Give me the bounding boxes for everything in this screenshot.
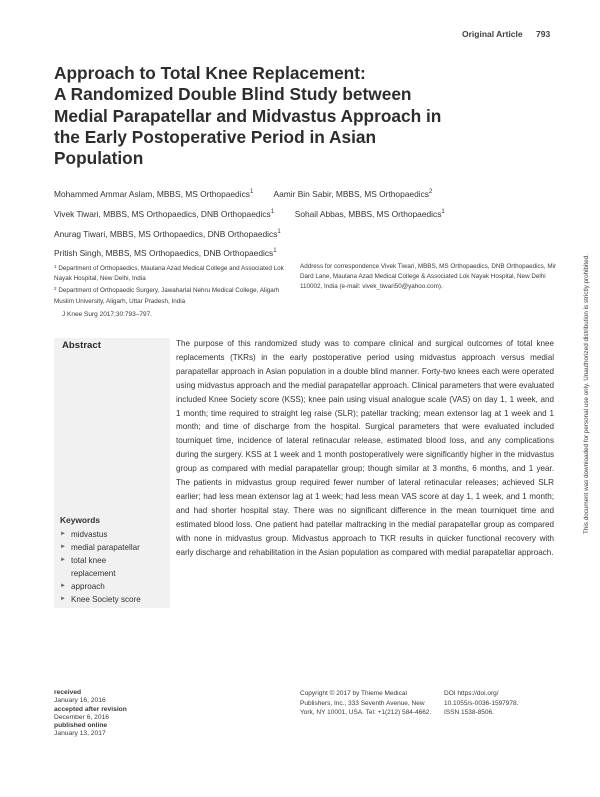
keywords-heading: Keywords (60, 515, 101, 525)
title-line: the Early Postoperative Period in Asian (54, 126, 377, 147)
published-label: published online (54, 722, 108, 730)
correspondence-address: Address for correspondence Vivek Tiwari, MBBS, MS Orthopaedics, DNB Orthopaedics, Mir Dard Lane, Maulana Azad Medical College & Associated Lok Nayak Hospital, New Delhi 110002, India (e-mail: vivek_tiwari50@yahoo.com). (300, 263, 557, 291)
author-name: Mohammed Ammar Aslam, MBBS, MS Orthopaedics (54, 189, 250, 199)
keyword-item: ► total knee replacement (60, 554, 140, 580)
author-affiliation-mark: 1 (441, 208, 445, 215)
author-name: Anurag Tiwari, MBBS, MS Orthopaedics, DNB Orthopaedics (54, 228, 278, 239)
keyword-item: ► midvastus (60, 528, 141, 541)
keyword-item: ► Knee Society score (60, 593, 141, 606)
abstract-heading: Abstract (62, 340, 101, 351)
author-list (54, 184, 445, 263)
running-header (462, 29, 550, 39)
author-affiliation-mark: 1 (277, 228, 281, 235)
affiliation-item: $^2$ Department of Orthopaedic Surgery, Jawaharlal Nehru Medical College, Aligarh Muslim University, Aligarh, Uttar Pradesh, India (54, 286, 280, 305)
keyword-item: ► approach (60, 580, 141, 593)
journal-citation: J Knee Surg 2017;30:793–797. (62, 311, 152, 318)
doi-link[interactable]: DOI https://doi.org/ (444, 690, 499, 697)
accepted-date: December 6, 2016 (54, 713, 110, 721)
affiliation-item: $^1$ Department of Orthopaedics, Maulana Azad Medical College and Associated Lok Nayak Hospital, New Delhi, India (54, 264, 284, 283)
keywords-section (60, 515, 141, 606)
title-line: Medial Parapatellar and Midvastus Approach in (54, 105, 442, 126)
title-line: Population (54, 148, 144, 169)
author-name: Vivek Tiwari, MBBS, MS Orthopaedics, DNB Orthopaedics (54, 208, 271, 219)
title-line: Approach to Total Knee Replacement: (54, 63, 366, 83)
keyword-list (60, 528, 141, 606)
article-dates (54, 689, 127, 739)
copyright-notice: Copyright © 2017 by Thieme Medical Publishers, Inc., 333 Seventh Avenue, New York, NY 10001, USA. Tel: +1(212) 584-4662. (300, 690, 432, 717)
accepted-label: accepted after revision (54, 705, 127, 713)
author-affiliation-mark: 1 (270, 208, 275, 215)
affiliations (54, 262, 286, 307)
received-label: received (54, 689, 82, 696)
received-date: January 16, 2016 (54, 697, 106, 705)
published-date: January 13, 2017 (54, 730, 106, 738)
section-label: Original Article (462, 29, 523, 39)
distribution-notice: This document was downloaded for personal use only. Unauthorized distribution is strictly prohibited. (583, 254, 590, 534)
author-name: Pritish Singh, MBBS, MS Orthopaedics, DNB Orthopaedics (54, 248, 274, 259)
author-affiliation-mark: 2 (428, 189, 433, 195)
article-title (54, 63, 524, 169)
abstract-body: The purpose of this randomized study was to compare clinical and surgical outcomes of total knee replacements (TKRs) in the early postoperative period using midvastus approach versus medial parapatellar approach in Asian population in a double blind manner. Forty-two knees each were operated using midvastus approach and the medial parapatellar approach. Clinical parameters that were evaluated included Knee Society score (KSS); knee pain using visual analogue scale (VAS) on day 1, 1 week, and 1 month; time required to straight leg raise (SLR); patellar tracking; mean extensor lag at 1 week and 1 month; and time of discharge from the hospital. Surgical parameters that were evaluated included tourniquet time, incidence of lateral retinacular release, estimated blood loss, and any complications during the surgery. KSS at 1 week and 1 month postoperatively were significantly higher in the midvastus group as compared with medial parapatellar group; though similar at 3 months, 6 months, and 1 year. The patients in midvastus group required fewer number of lateral retinacular releases; achieved SLR earlier; had less mean extensor lag at 1 week; had less mean VAS score at day 1, 1 week, and 1 month; and had shorter hospital stay. There was no significant difference in the mean tourniquet time and estimated blood loss. One patient had patellar maltracking in the medial parapatellar group as compared with none in midvastus group. Midvastus approach to TKR results in quicker functional recovery with early discharge and rehabilitation in the Asian population as compared with medial parapatellar approach. (176, 339, 554, 557)
keyword-item: ► medial parapatellar (60, 541, 141, 554)
page-number: 793 (536, 29, 551, 39)
author-name: Aamir Bin Sabir, MBBS, MS Orthopaedics (273, 189, 429, 199)
issn: ISSN 1538-8506. (444, 709, 494, 717)
author-affiliation-mark: 1 (249, 189, 254, 195)
author-name: Sohail Abbas, MBBS, MS Orthopaedics (294, 208, 442, 219)
doi-block (444, 689, 574, 718)
doi-value: 10.1055/s-0036-1597978. (444, 699, 519, 707)
title-line: A Randomized Double Blind Study between (54, 84, 412, 105)
author-affiliation-mark: 1 (273, 248, 277, 255)
